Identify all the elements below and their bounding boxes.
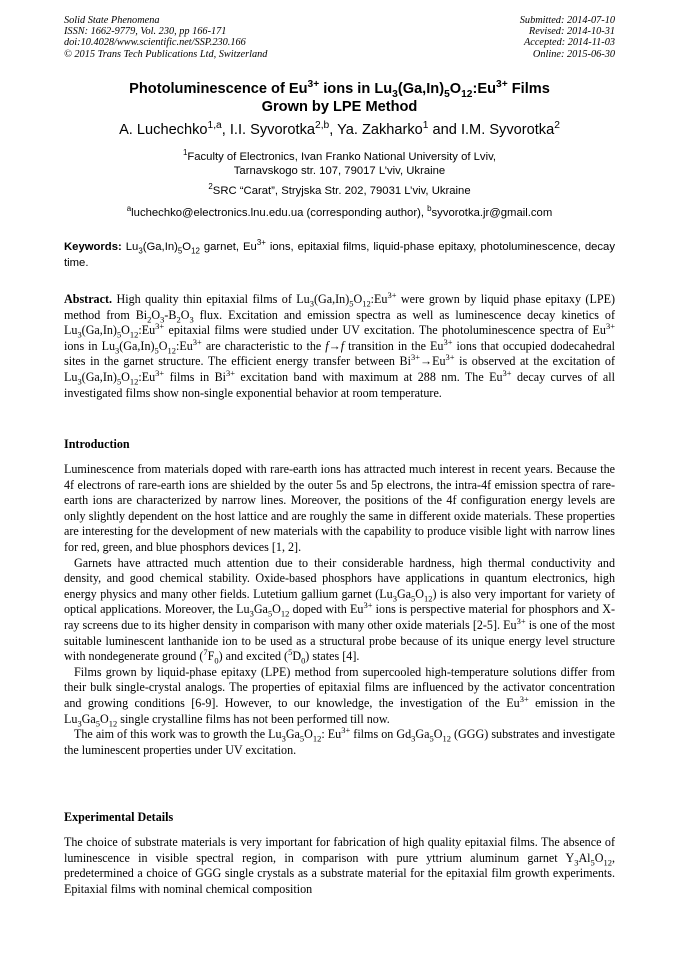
keywords: Keywords: $Lu_3(Ga,In)_5O_{12}$ garnet, $Eu^{3+}$ ions, epitaxial films, liquid-phase epitaxy, photoluminescence, decay time.	[64, 238, 615, 269]
copyright: © 2015 Trans Tech Publications Ltd, Switzerland	[64, 48, 268, 60]
abstract: Abstract. High quality thin epitaxial films of $Lu_3(Ga,In)_5O_{12}:Eu^{3+}$ were grown by liquid phase epitaxy (LPE) method from $Bi_2O_3-B_2O_3$ flux. Excitation and emission spectra as well as luminescence decay kinetics of $Lu_3(Ga,In)_5O_{12}:Eu^{3+}$ epitaxial films were studied under UV excitation. The photoluminescence spectra of $Eu^{3+}$ ions in $Lu_3(Ga,In)_5O_{12}:Eu^{3+}$ are characteristic to the f→f transition in the $Eu^{3+}$ ions that occupied dodecahedral sites in the garnet structure. The efficient energy transfer between $Bi^{3+}\to Eu^{3+}$ is observed at the excitation of $Lu_3(Ga,In)_5O_{12}:Eu^{3+}$ films in $Bi^{3+}$ excitation band with maximum at 288 nm. The $Eu^{3+}$ decay curves of all investigated films show non-single exponential behavior at room temperature.	[64, 289, 616, 400]
paper-title	[64, 80, 615, 116]
introduction-body	[64, 462, 615, 758]
submitted-date: Submitted: 2014-07-10	[519, 15, 615, 26]
revised-date: Revised: 2014-10-31	[528, 26, 615, 38]
experimental-paragraph-1: The choice of substrate materials is very important for fabrication of high quality epitaxial films. The absence of luminescence in visible spectral region, in comparison with pure yttrium aluminum garnet $Y_3Al_5O_{12}$, predetermined a choice of GGG single crystals as a substrate material for the epitaxial film growth experiments. Epitaxial films with nominal chemical composition	[64, 835, 615, 896]
journal-name: Solid State Phenomena	[64, 15, 160, 26]
doi: doi:10.4028/www.scientific.net/SSP.230.166	[64, 37, 246, 49]
intro-paragraph-4: The aim of this work was to growth the $Lu_3Ga_5O_{12}$: $Eu^{3+}$ films on $Gd_3Ga_5O_{12}$ (GGG) substrates and investigate the luminescent properties under UV excitation.	[64, 725, 615, 757]
experimental-heading: Experimental Details	[64, 810, 174, 824]
title-line-2: Grown by LPE Method	[261, 99, 418, 115]
affiliation-2: $^2$SRC “Carat”, Stryjska Str. 202, 79031 L’viv, Ukraine	[208, 182, 471, 197]
introduction-heading: Introduction	[64, 437, 130, 451]
experimental-body	[64, 835, 615, 897]
intro-paragraph-2: Garnets have attracted much attention due to their considerable hardness, high thermal conductivity and density, and good chemical stability. Oxide-based phosphors have applications in quantum electronics, high energy physics and many other fields. Lutetium gallium garnet $(Lu_3Ga_5O_{12})$ is also very important for variety of optical applications. Moreover, the $Lu_3Ga_5O_{12}$ doped with $Eu^{3+}$ ions is perspective material for phosphors and X-ray screens due to its higher density in comparison with many other oxide materials [2-5]. $Eu^{3+}$ is one of the most suitable luminescent lanthanide ion to be used as a structural probe because of its unique energy level structure with nondegenerate ground $(^7F_0)$ and excited $(^5D_0)$ states [4].	[64, 555, 616, 666]
intro-paragraph-1: Luminescence from materials doped with rare-earth ions has attracted much interest in recent years. Because the 4f electrons of rare-earth ions are shielded by the outer 5s and 5p electrons, the intra-4f emission spectra of rare-earth ions are characterized by narrow lines. Moreover, the positions of the 4f configuration energy levels are only slightly dependent on the host lattice and are roughly the same in different oxide materials. These properties are interesting for the development of new materials with the capability to produce visible light with narrow lines for red, green, and blue phosphors devices [1, 2].	[64, 462, 615, 554]
author-emails: $^a$luchechko@electronics.lnu.edu.ua (corresponding author), $^b$syvorotka.jr@gmail.com	[126, 204, 553, 219]
intro-paragraph-3: Films grown by liquid-phase epitaxy (LPE) method from supercooled high-temperature solutions differ from their bulk single-crystal analogs. The properties of epitaxial films are influenced by the activator concentration and growing conditions [6-9]. However, to our knowledge, the investigation of the $Eu^{3+}$ emission in the $Lu_3Ga_5O_{12}$ single crystalline films has not been performed till now.	[64, 664, 615, 728]
header-left	[64, 15, 267, 60]
author-list: A. Luchechko$^{1,a}$, I.I. Syvorotka$^{2,b}$, Ya. Zakharko$^1$ and I.M. Syvorotka$^2$	[119, 120, 560, 138]
accepted-date: Accepted: 2014-11-03	[523, 37, 615, 49]
online-date: Online: 2015-06-30	[532, 48, 615, 60]
title-line-1: Photoluminescence of $Eu^{3+}$ ions in $Lu_3(Ga,In)_5O_{12}:Eu^{3+}$ Films	[129, 79, 550, 100]
issn: ISSN: 1662-9779, Vol. 230, pp 166-171	[64, 26, 227, 38]
affiliation-1: $^1$Faculty of Electronics, Ivan Franko National University of Lviv, Tarnavskogo str. 107, 79017 L’viv, Ukraine	[182, 148, 497, 177]
header-right	[520, 15, 615, 60]
